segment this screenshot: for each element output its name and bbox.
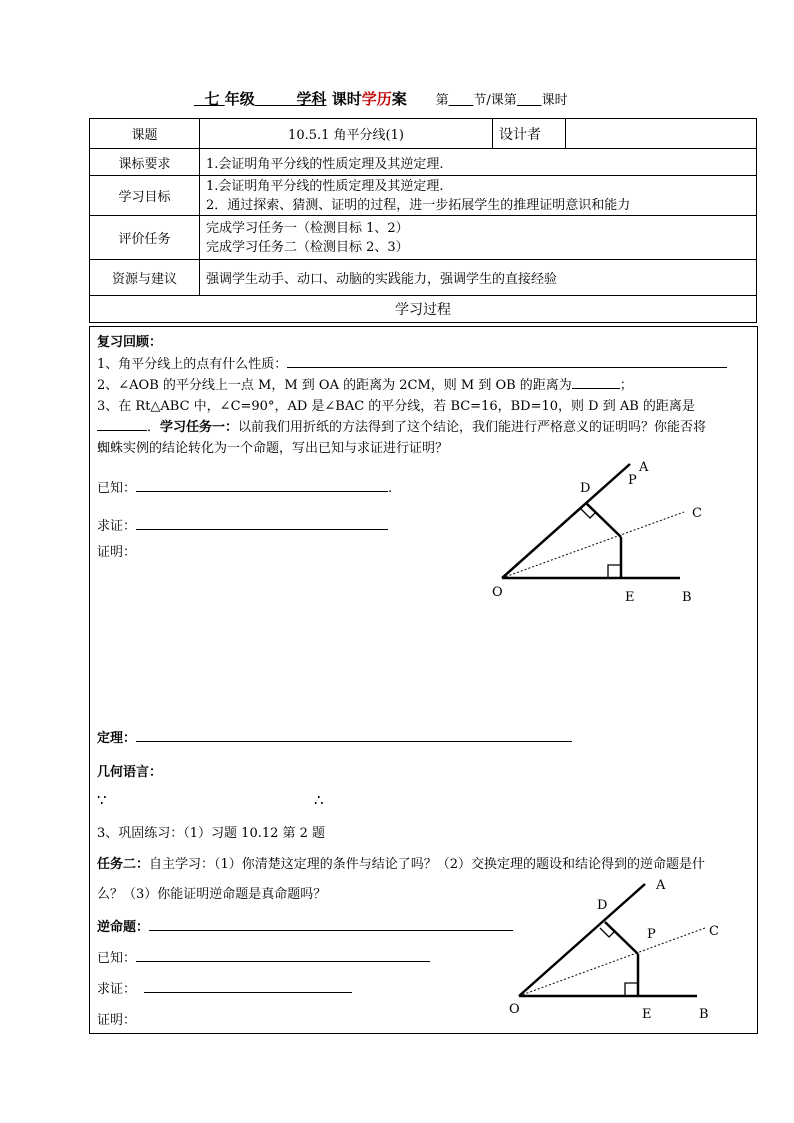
goal-1: 1.会证明角平分线的性质定理及其逆定理. (206, 178, 444, 194)
resource-label: 资源与建议 (90, 260, 200, 296)
course-part2: 案 (391, 90, 407, 108)
label-b: B (682, 590, 692, 605)
angle-bisector-figure-1 (488, 455, 718, 610)
q3-answer-line[interactable] (97, 418, 147, 431)
meta-suffix: 课时 (541, 93, 568, 108)
theorem-label: 定理： (97, 731, 137, 746)
practice-text: 3、巩固练习：（1）习题 10.12 第 2 题 (97, 826, 326, 841)
known-line[interactable] (136, 479, 388, 492)
because-symbol: ∵ (97, 791, 107, 809)
standard-label: 课标要求 (90, 149, 200, 176)
bisector-oc-2 (519, 928, 705, 996)
task2-text: 自主学习：（1）你清楚这定理的条件与结论了吗？（2）交换定理的题设和结论得到的逆命题是什 (149, 857, 706, 872)
q3-text: 3、在 Rt△ABC 中，∠C=90°，AD 是∠BAC 的平分线，若 BC=16，BD=10，则 D 到 AB 的距离是 (97, 399, 695, 414)
task1-line2: 蜘蛛实例的结论转化为一个命题，写出已知与求证进行证明？ (97, 441, 449, 456)
right-angle-e-2 (625, 983, 638, 996)
label-b-2: B (699, 1007, 709, 1022)
known-label: 已知： (97, 481, 137, 496)
prove2-label: 求证： (97, 982, 137, 997)
topic-value: 10.5.1 角平分线(1) (200, 119, 493, 149)
converse-line[interactable] (149, 918, 513, 931)
standard-value: 1.会证明角平分线的性质定理及其逆定理. (200, 149, 757, 176)
lesson-table (89, 118, 757, 323)
geo-lang-label: 几何语言： (97, 765, 163, 780)
right-angle-e (608, 565, 621, 578)
theorem-line[interactable] (136, 729, 572, 742)
eval-label: 评价任务 (90, 216, 200, 260)
known2-line[interactable] (136, 949, 430, 962)
label-a: A (639, 460, 649, 475)
angle-bisector-figure-2 (505, 872, 735, 1027)
goal-2: 2．通过探索、猜测、证明的过程，进一步拓展学生的推理证明意识和能力 (206, 197, 631, 213)
meta-mid: 节/课第 (473, 93, 517, 108)
q1-text: 1、角平分线上的点有什么性质： (97, 357, 288, 372)
prove-line[interactable] (136, 517, 388, 530)
prove-label: 求证： (97, 519, 137, 534)
task2-label: 任务二： (97, 857, 150, 872)
topic-label: 课题 (90, 119, 200, 149)
label-d: D (580, 481, 591, 496)
perp-pd (586, 503, 621, 537)
q2-end: ； (619, 378, 633, 393)
subject-label: 学科 (296, 90, 327, 108)
label-o-2: O (509, 1002, 520, 1017)
designer-label: 设计者 (493, 119, 566, 149)
resource-value: 强调学生动手、动口、动脑的实践能力，强调学生的直接经验 (200, 260, 757, 296)
grade: 七 (204, 90, 220, 108)
ray-oa (502, 464, 630, 578)
perp-pd-2 (605, 922, 638, 954)
page-header (194, 88, 568, 109)
goals-label: 学习目标 (90, 176, 200, 216)
label-c: C (692, 506, 702, 521)
q2-answer-line[interactable] (572, 376, 620, 389)
process-box: 复习回顾： 1、角平分线上的点有什么性质： 2、∠AOB 的平分线上一点 M，M 到 OA 的距离为 2CM，则 M 到 OB 的距离为 ； 3、在 Rt△ABC 中，∠C=90°，AD 是∠BAC 的平分线，若 BC=16，BD=10，则 D 到 AB 的距离是 ．学习任务一：以前我们用折纸的方法得到了这个结论，我们能进行严格意义的证明吗？你能否将 蜘蛛实例的结论转化为一个命题，写出已知与求证进行证明？ 已知： . 求证： 证明： 定理： 几何语言： ∵ ∴ 3、巩固练习：（1）习题 10.12 第 2 题 任务二：自主学习：（1）你清楚这定理的条件与结论了吗？（2）交换定理的题设和结论得到的逆命题是什 么？（3）你能证明逆命题是真命题吗？ 逆命题： 已知： 求证： 证明： (89, 326, 758, 1034)
proof2-label: 证明： (97, 1013, 137, 1028)
label-e: E (625, 590, 635, 605)
task1-label: 学习任务一： (160, 420, 239, 435)
designer-value (566, 119, 757, 149)
label-d-2: D (597, 898, 608, 913)
therefore-symbol: ∴ (314, 791, 324, 809)
ray-oa-2 (519, 884, 645, 996)
eval-1: 完成学习任务一（检测目标 1、2） (206, 220, 409, 236)
converse-label: 逆命题： (97, 920, 150, 935)
label-p: P (628, 473, 637, 488)
label-c-2: C (709, 924, 719, 939)
prove2-line[interactable] (144, 980, 352, 993)
meta-prefix: 第 (435, 93, 449, 108)
known2-label: 已知： (97, 951, 137, 966)
proof-label: 证明： (97, 545, 137, 560)
process-title: 学习过程 (90, 296, 757, 323)
task1-text: 以前我们用折纸的方法得到了这个结论，我们能进行严格意义的证明吗？你能否将 (238, 420, 707, 435)
q2-text: 2、∠AOB 的平分线上一点 M，M 到 OA 的距离为 2CM，则 M 到 OB 的距离为 (97, 378, 572, 393)
review-heading: 复习回顾： (97, 335, 163, 350)
eval-2: 完成学习任务二（检测目标 2、3） (206, 239, 409, 255)
bisector-oc (502, 512, 684, 578)
label-o: O (492, 585, 503, 600)
label-a-2: A (656, 878, 666, 893)
label-p-2: P (647, 927, 656, 942)
course-red: 学历 (361, 90, 392, 108)
label-e-2: E (642, 1007, 652, 1022)
course-part1: 课时 (331, 90, 362, 108)
task2-line2: 么？（3）你能证明逆命题是真命题吗？ (97, 887, 327, 902)
q1-answer-line[interactable] (287, 355, 727, 368)
grade-suffix: 年级 (224, 90, 255, 108)
